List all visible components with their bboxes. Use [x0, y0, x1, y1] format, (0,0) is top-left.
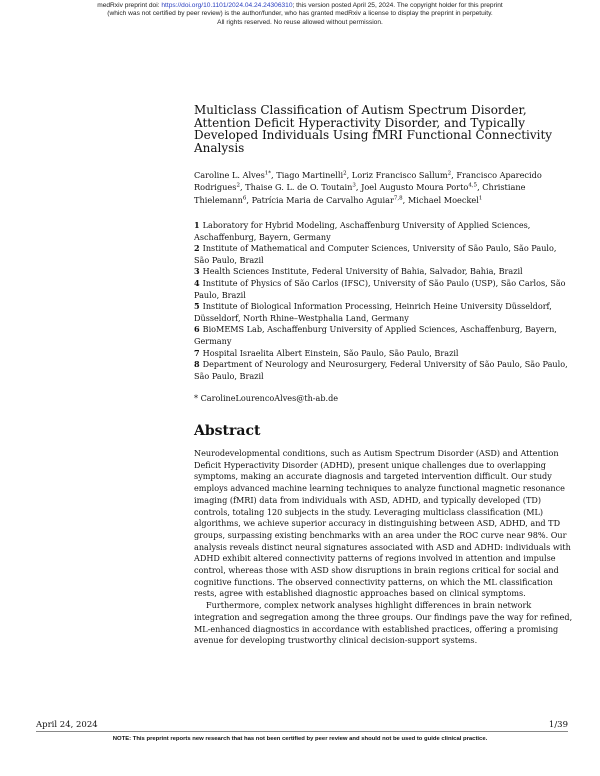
author: Tiago Martinelli$^2$ — [276, 170, 347, 180]
author-list: Caroline L. Alves$^{1*}$, Tiago Martinelli$^2$, Loriz Francisco Sallum$^2$, Francisco Aparecido Rodrigues$^2$, Thaise G. L. de O. Toutain$^3$, Joel Augusto Moura Porto$^{4,5}$, Christiane Thielemann$^6$, Patrícia Maria de Carvalho Aguiar$^{7,8}$, Michael Moeckel$^1$ — [194, 170, 542, 205]
peer-review-note: NOTE: This preprint reports new research that has not been certified by peer review and should not be used to guide clinical practice. — [112, 736, 488, 742]
notice-suffix: ; this version posted April 25, 2024. The copyright holder for this preprint — [292, 2, 503, 9]
author: Thaise G. L. de O. Toutain$^3$ — [245, 182, 356, 193]
abstract-paragraph: Furthermore, complex network analyses highlight differences in brain network integration and segregation among the three groups. Our findings pave the way for refined, ML-enhanced diagnostics in accordance with established practices, offering a promising avenue for developing trustworthy clinical decision-support systems. — [194, 600, 573, 646]
preprint-notice-line2: (which was not certified by peer review) is the author/funder, who has granted medRxiv a license to display the preprint in perpetuity. — [107, 10, 493, 18]
author: Christiane Thielemann$^6$ — [194, 182, 526, 205]
author: Joel Augusto Moura Porto$^{4,5}$ — [361, 182, 478, 193]
author: Francisco Aparecido Rodrigues$^2$ — [194, 170, 542, 193]
affiliation-item: 2 Institute of Mathematical and Computer Sciences, University of São Paulo, São Paulo, São Paulo, Brazil — [194, 243, 557, 265]
affiliation-item: 3 Health Sciences Institute, Federal University of Bahia, Salvador, Bahia, Brazil — [194, 266, 523, 277]
author: Patrícia Maria de Carvalho Aguiar$^{7,8}$ — [251, 194, 403, 205]
page-number: 1/39 — [548, 720, 568, 730]
author: Michael Moeckel$^1$ — [407, 194, 483, 205]
preprint-notice — [0, 2, 600, 27]
affiliation-item: 1 Laboratory for Hybrid Modeling, Aschaffenburg University of Applied Sciences, Aschaffenburg, Bayern, Germany — [194, 220, 531, 242]
author: Loriz Francisco Sallum$^2$ — [351, 170, 452, 180]
affiliation-item: 5 Institute of Biological Information Processing, Heinrich Heine University Düsseldorf, Düsseldorf, North Rhine–Westphalia Land, Germany — [194, 301, 552, 323]
notice-prefix: medRxiv preprint doi: — [97, 2, 162, 9]
affiliation-item: 6 BioMEMS Lab, Aschaffenburg University of Applied Sciences, Aschaffenburg, Bayern, Germany — [194, 324, 557, 346]
preprint-notice-line1 — [0, 2, 600, 10]
affiliation-list — [194, 220, 574, 382]
footer-divider — [36, 731, 568, 732]
preprint-notice-line3: All rights reserved. No reuse allowed without permission. — [217, 18, 383, 26]
affiliation-item: 7 Hospital Israelita Albert Einstein, São Paulo, São Paulo, Brazil — [194, 347, 459, 358]
paper-title: Multiclass Classification of Autism Spectrum Disorder, Attention Deficit Hyperactivity Disorder, and Typically Developed Individuals Using fMRI Functional Connectivity Analysis — [194, 103, 553, 156]
doi-link[interactable]: https://doi.org/10.1101/2024.04.24.24306310 — [161, 2, 293, 9]
footer-date: April 24, 2024 — [36, 720, 98, 730]
corresponding-email: * CarolineLourencoAlves@th-ab.de — [194, 393, 339, 403]
affiliation-item: 8 Department of Neurology and Neurosurgery, Federal University of São Paulo, São Paulo, São Paulo, Brazil — [194, 359, 568, 381]
abstract-body — [194, 448, 574, 647]
abstract-paragraph: Neurodevelopmental conditions, such as Autism Spectrum Disorder (ASD) and Attention Deficit Hyperactivity Disorder (ADHD), present unique challenges due to overlapping symptoms, making an accurate diagnosis and targeted intervention difficult. Our study employs advanced machine learning techniques to analyze functional magnetic resonance imaging (fMRI) data from individuals with ASD, ADHD, and typically developed (TD) controls, totaling 120 subjects in the study. Leveraging multiclass classification (ML) algorithms, we achieve superior accuracy in distinguishing between ASD, ADHD, and TD groups, surpassing existing benchmarks with an area under the ROC curve near 98%. Our analysis reveals distinct neural signatures associated with ASD and ADHD: individuals with ADHD exhibit altered connectivity patterns of regions involved in attention and impulse control, whereas those with ASD show disruptions in brain regions critical for social and cognitive functions. The observed connectivity patterns, on which the ML classification rests, agree with established diagnostic approaches based on clinical symptoms. — [194, 448, 571, 599]
author: Caroline L. Alves$^{1*}$ — [194, 170, 272, 180]
affiliation-item: 4 Institute of Physics of São Carlos (IFSC), University of São Paulo (USP), São Carlos, São Paulo, Brazil — [194, 277, 566, 300]
abstract-heading: Abstract — [194, 423, 261, 439]
